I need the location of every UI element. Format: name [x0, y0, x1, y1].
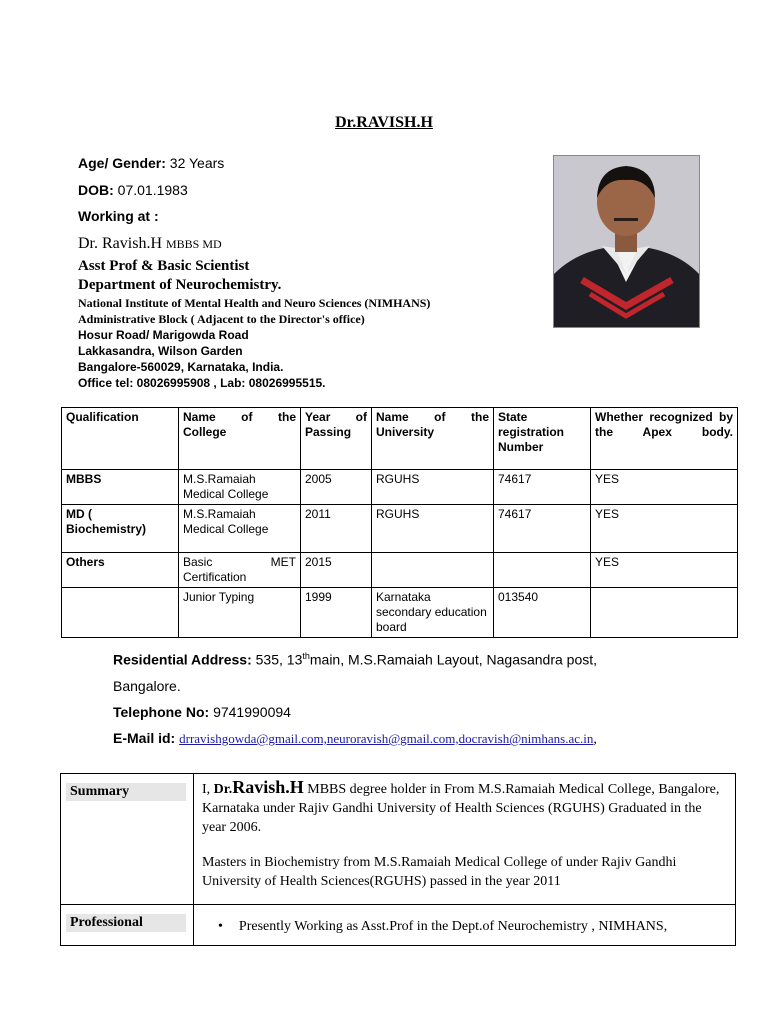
table-row [62, 553, 738, 588]
email-trailing-comma: , [593, 732, 597, 747]
doctor-name-line [78, 235, 222, 253]
table-row [62, 588, 738, 638]
table-cell [372, 553, 494, 588]
summary-row [61, 774, 736, 905]
bullet-icon: • [218, 919, 223, 934]
doctor-degrees: MBBS MD [166, 237, 222, 251]
admin-block: Administrative Block ( Adjacent to the Director's office) [78, 312, 365, 326]
table-header-row [62, 408, 738, 470]
table-header-cell: Qualification [62, 408, 179, 470]
table-cell: Karnataka secondary education board [372, 588, 494, 638]
table-cell: YES [591, 470, 738, 505]
age-gender-line [78, 155, 224, 171]
table-cell: RGUHS [372, 505, 494, 553]
table-cell [591, 588, 738, 638]
age-gender-value: 32 Years [165, 155, 225, 171]
email-links[interactable]: drravishgowda@gmail.com,neuroravish@gmail.com,docravish@nimhans.ac.in [179, 731, 594, 746]
department-name: Department of Neurochemistry. [78, 277, 282, 293]
table-cell: 2005 [301, 470, 372, 505]
address-part: main, M.S.Ramaiah Layout, Nagasandra post, [309, 651, 598, 668]
summary-label: Summary [66, 783, 186, 801]
table-cell: 013540 [494, 588, 591, 638]
table-row [62, 505, 738, 553]
address-line-2: Bangalore. [113, 678, 181, 694]
qualifications-table [61, 407, 738, 638]
summary-table [60, 773, 736, 946]
telephone-label: Telephone No: [113, 704, 210, 720]
dob-value: 07.01.1983 [113, 182, 188, 198]
summary-name-prefix: Dr. [213, 782, 233, 797]
table-cell [494, 553, 591, 588]
summary-intro: I, [202, 782, 214, 797]
work-address-block [78, 295, 430, 391]
summary-label-cell [61, 774, 194, 905]
email-line [113, 730, 597, 748]
doctor-name: Dr. Ravish.H [78, 235, 162, 252]
age-gender-label: Age/ Gender: [78, 155, 166, 171]
table-cell: M.S.Ramaiah Medical College [179, 470, 301, 505]
professional-content-cell [194, 905, 736, 946]
table-cell: 2011 [301, 505, 372, 553]
table-header-cell: State registration Number [494, 408, 591, 470]
table-cell: RGUHS [372, 470, 494, 505]
table-cell: Junior Typing [179, 588, 301, 638]
table-header-cell: Whether recognized by the Apex body. [591, 408, 738, 470]
dob-label: DOB: [78, 182, 114, 198]
table-cell: YES [591, 505, 738, 553]
table-cell: 74617 [494, 470, 591, 505]
residential-address-label: Residential Address: [113, 651, 252, 668]
table-cell: YES [591, 553, 738, 588]
table-header-cell: Name of the College [179, 408, 301, 470]
summary-content-cell [194, 774, 736, 905]
table-cell: MBBS [62, 470, 179, 505]
dob-line [78, 182, 188, 198]
summary-paragraph-1 [202, 778, 727, 837]
summary-name: Ravish.H [232, 777, 304, 797]
summary-paragraph-2: Masters in Biochemistry from M.S.Ramaiah Medical College of under Rajiv Gandhi University of Health Sciences(RGUHS) passed in the year 2011 [202, 855, 677, 889]
table-row [62, 470, 738, 505]
area-line: Lakkasandra, Wilson Garden [78, 344, 243, 358]
table-cell [62, 588, 179, 638]
table-cell: M.S.Ramaiah Medical College [179, 505, 301, 553]
address-part: 535, 13 [251, 651, 303, 668]
table-cell: 1999 [301, 588, 372, 638]
profile-photo [553, 155, 700, 328]
professional-label-cell [61, 905, 194, 946]
table-cell: Basic MET Certification [179, 553, 301, 588]
professional-row [61, 905, 736, 946]
city-line: Bangalore-560029, Karnataka, India. [78, 360, 284, 374]
table-header-cell: Year of Passing [301, 408, 372, 470]
road-line: Hosur Road/ Marigowda Road [78, 328, 249, 342]
table-cell: 74617 [494, 505, 591, 553]
table-cell: MD ( Biochemistry) [62, 505, 179, 553]
table-header-cell: Name of the University [372, 408, 494, 470]
working-at-label: Working at : [78, 208, 159, 224]
summary-text: MBBS degree holder in From M.S.Ramaiah Medical College, Bangalore, Karnataka under Rajiv Gandhi University of Health Sciences (RGUHS) Graduated in the year 2006. [202, 782, 720, 835]
address-superscript: th [302, 651, 310, 661]
document-title: Dr.RAVISH.H [335, 114, 433, 131]
professional-label: Professional [66, 914, 186, 932]
position-title: Asst Prof & Basic Scientist [78, 258, 250, 274]
email-label: E-Mail id: [113, 730, 176, 746]
residential-address-line [113, 651, 597, 668]
table-cell: 2015 [301, 553, 372, 588]
professional-bullet-item [218, 919, 727, 935]
office-phone-line: Office tel: 08026995908 , Lab: 08026995515. [78, 376, 326, 390]
telephone-value: 9741990094 [209, 704, 291, 720]
institute-name: National Institute of Mental Health and Neuro Sciences (NIMHANS) [78, 296, 431, 310]
telephone-line [113, 704, 291, 720]
professional-bullet-text: Presently Working as Asst.Prof in the Dept.of Neurochemistry , NIMHANS, [238, 919, 668, 934]
table-cell: Others [62, 553, 179, 588]
